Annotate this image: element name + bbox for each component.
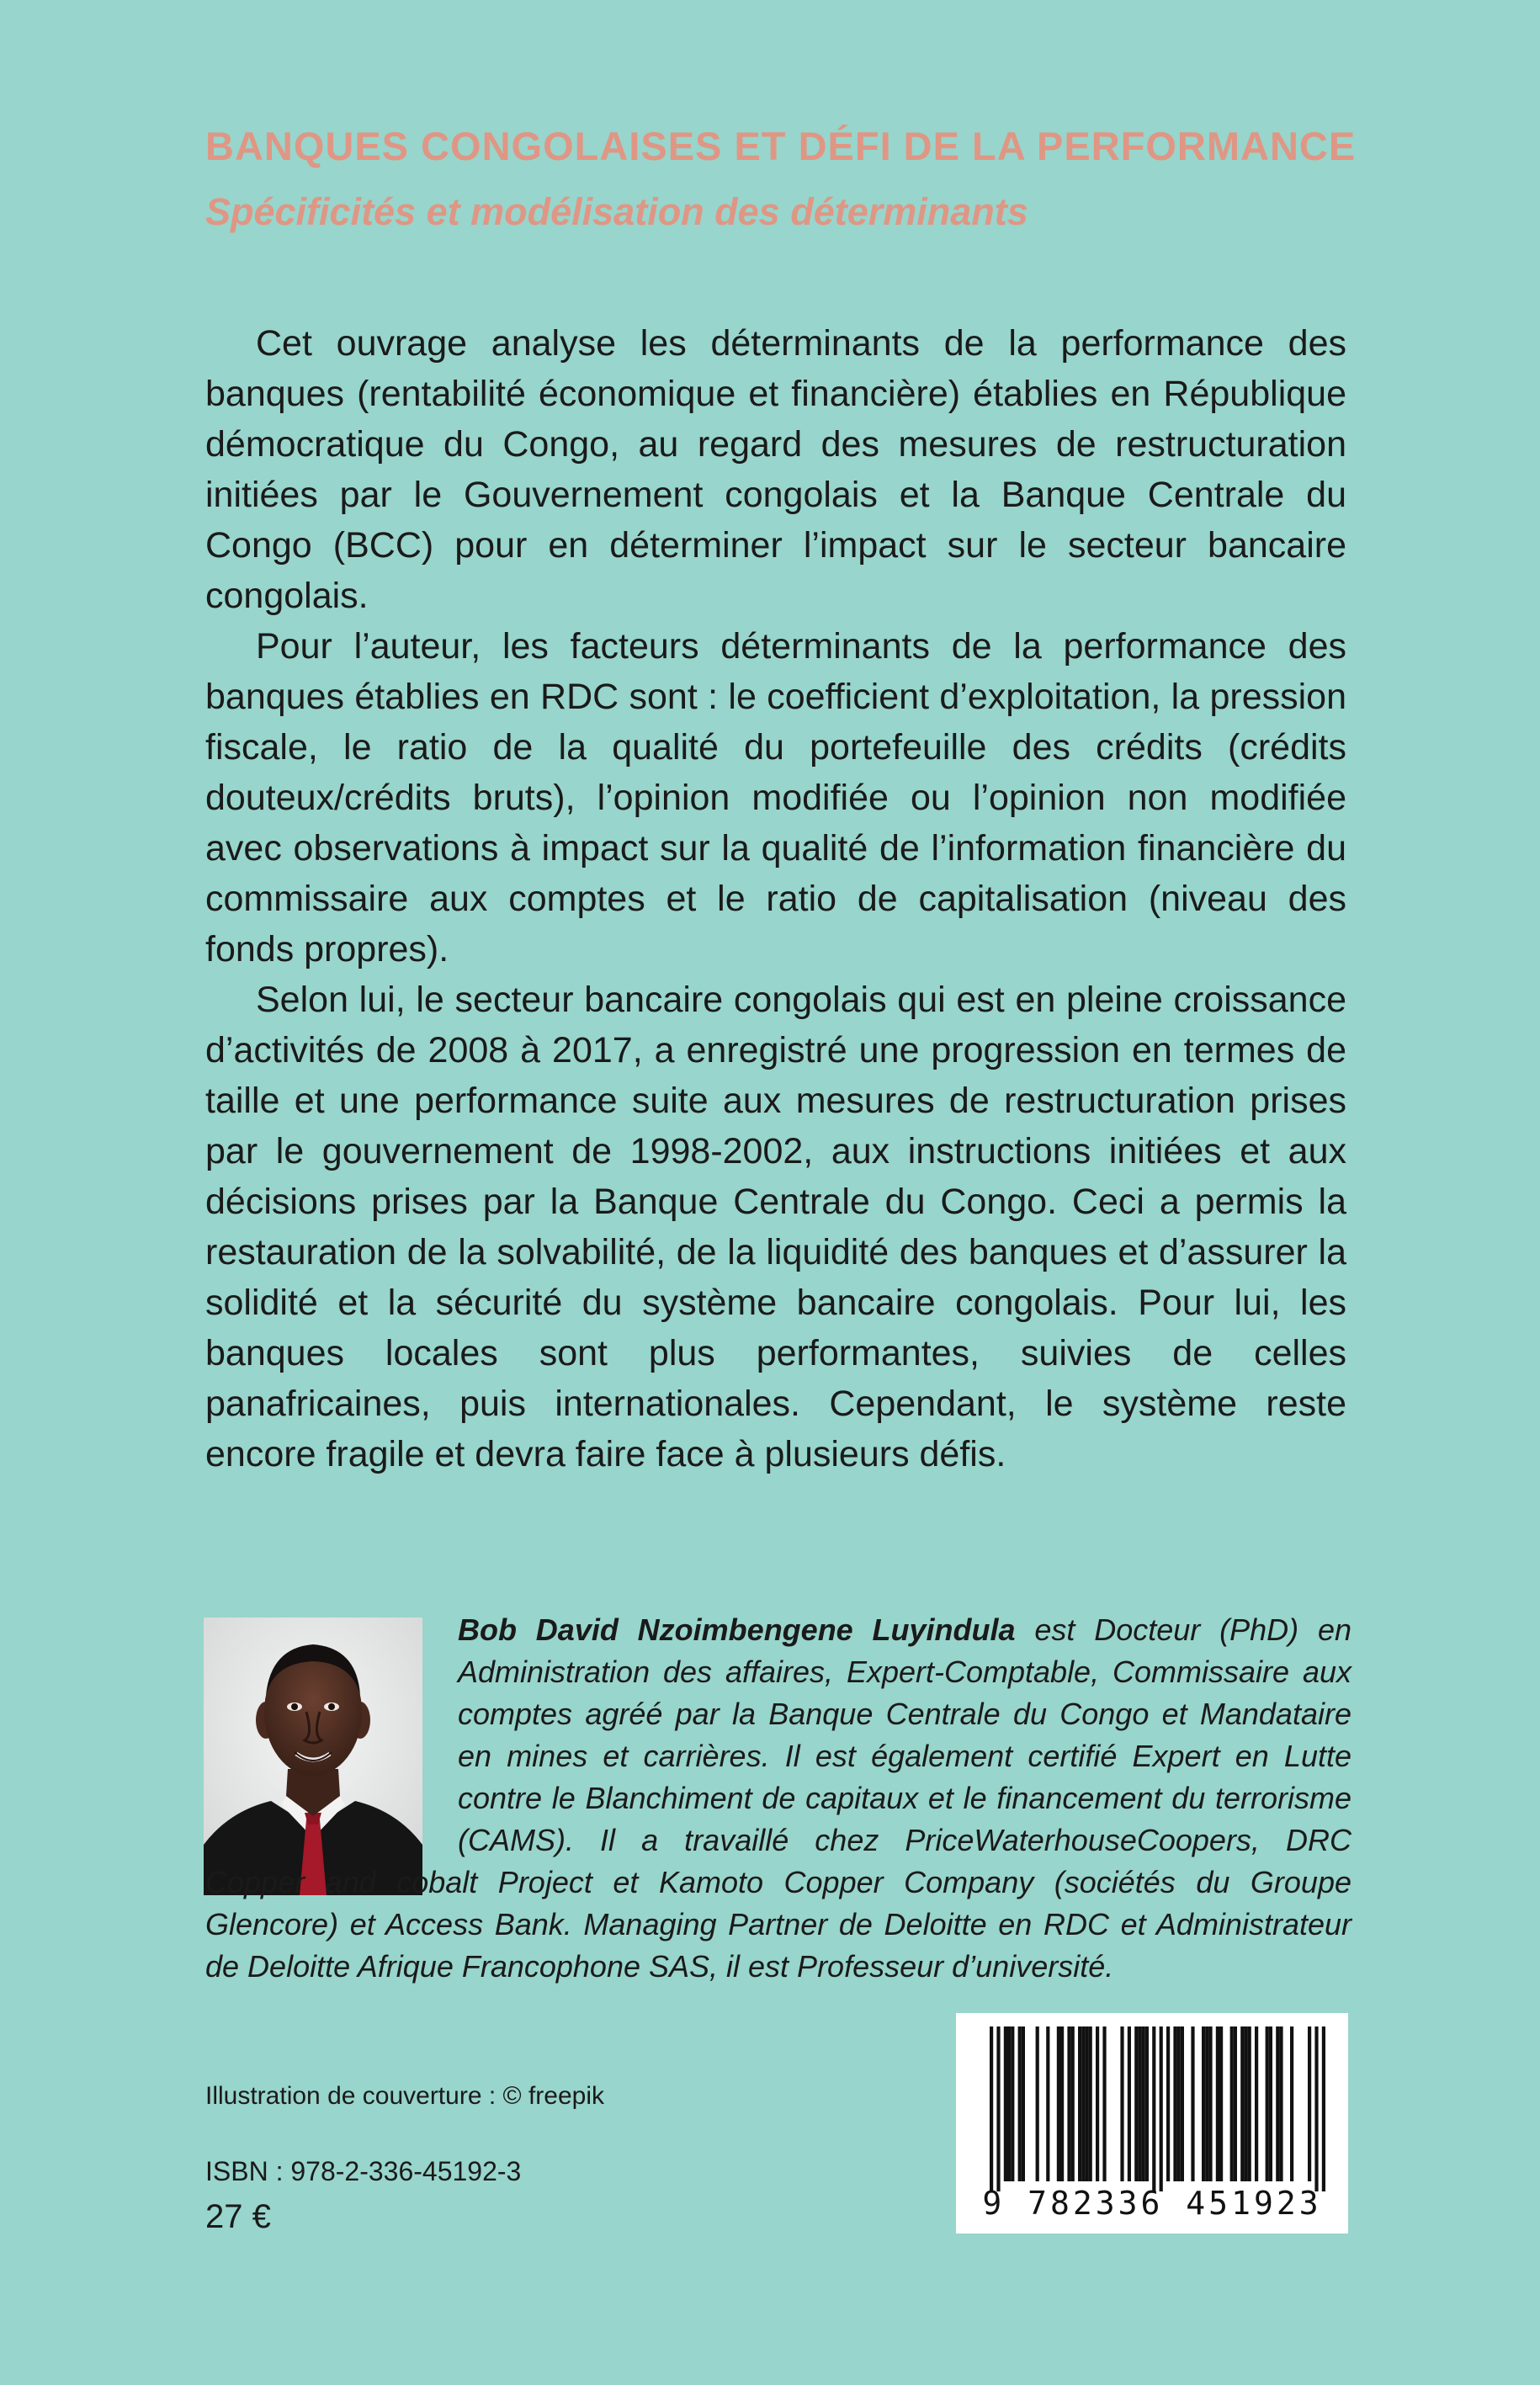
barcode bbox=[956, 2013, 1348, 2234]
book-title: BANQUES CONGOLAISES ET DÉFI DE LA PERFORMANCE bbox=[205, 124, 1357, 168]
barcode-bar bbox=[1152, 2026, 1155, 2191]
barcode-bar bbox=[1290, 2026, 1293, 2181]
barcode-bar bbox=[1046, 2026, 1049, 2181]
abstract bbox=[205, 318, 1346, 1479]
barcode-bar bbox=[1067, 2026, 1070, 2181]
barcode-bar bbox=[1022, 2026, 1025, 2181]
barcode-bar bbox=[1085, 2026, 1088, 2181]
barcode-bar bbox=[1308, 2026, 1311, 2181]
barcode-bar bbox=[1181, 2026, 1184, 2181]
barcode-bar bbox=[1089, 2026, 1092, 2181]
barcode-bar bbox=[1081, 2026, 1085, 2181]
barcode-bar bbox=[1078, 2026, 1081, 2181]
barcode-digits: 9 782336 451923 bbox=[982, 2185, 1322, 2222]
barcode-bar bbox=[1096, 2026, 1099, 2181]
barcode-bar bbox=[1145, 2026, 1149, 2181]
author-name: Bob David Nzoimbengene Luyindula bbox=[458, 1612, 1016, 1647]
barcode-bar bbox=[1314, 2026, 1318, 2191]
isbn: ISBN : 978-2-336-45192-3 bbox=[205, 2156, 522, 2186]
barcode-bar bbox=[1255, 2026, 1258, 2181]
barcode-bar bbox=[1071, 2026, 1075, 2181]
abstract-paragraph-1: Cet ouvrage analyse les déterminants de la performance des banques (rentabilité économique et financière) établies en République démocratique du Congo, au regard des mesures de restructuration initiées par le Gouvernement congolais et la Banque Centrale du Congo (BCC) pour en déterminer l’impact sur le secteur bancaire congolais. bbox=[205, 323, 1346, 616]
barcode-bar bbox=[1004, 2026, 1007, 2181]
barcode-bar bbox=[1102, 2026, 1106, 2181]
barcode-bar bbox=[1057, 2026, 1060, 2181]
barcode-bar bbox=[1208, 2026, 1212, 2181]
barcode-bar bbox=[1248, 2026, 1251, 2181]
barcode-bar bbox=[1011, 2026, 1014, 2181]
barcode-bar bbox=[1205, 2026, 1208, 2181]
book-subtitle: Spécificités et modélisation des déterminants bbox=[205, 190, 1028, 233]
barcode-bar bbox=[1173, 2026, 1176, 2181]
barcode-bar bbox=[1007, 2026, 1011, 2181]
barcode-bar bbox=[996, 2026, 1000, 2191]
barcode-bar bbox=[1322, 2026, 1325, 2191]
barcode-bar bbox=[1018, 2026, 1022, 2181]
price: 27 € bbox=[205, 2198, 271, 2235]
barcode-bar bbox=[1142, 2026, 1145, 2181]
barcode-bar bbox=[1191, 2026, 1194, 2181]
barcode-bar bbox=[1138, 2026, 1141, 2181]
barcode-bar bbox=[1202, 2026, 1205, 2181]
barcode-bar bbox=[1269, 2026, 1272, 2181]
barcode-bar bbox=[1160, 2026, 1163, 2191]
barcode-bar bbox=[1266, 2026, 1269, 2181]
barcode-bar bbox=[1230, 2026, 1234, 2181]
barcode-bar bbox=[1216, 2026, 1219, 2181]
author-bio-text: est Docteur (PhD) en Administration des affaires, Expert-Comptable, Commissaire aux comptes agréé par la Banque Centrale du Congo et Mandataire en mines et carrières. Il est également certifié Expert en Lutte contre le Blanchiment de capitaux et le financement du terrorisme (CAMS). Il a travaillé chez PriceWaterhouseCoopers, DRC Copper and cobalt Project et Kamoto Copper Company (sociétés du Groupe Glencore) et Access Bank. Managing Partner de Deloitte en RDC et Administrateur de Deloitte Afrique Francophone SAS, il est Professeur d’université. bbox=[205, 1612, 1352, 1984]
barcode-bar bbox=[1036, 2026, 1039, 2181]
barcode-bar bbox=[1276, 2026, 1279, 2181]
barcode-bar bbox=[1120, 2026, 1123, 2181]
author-bio bbox=[205, 1609, 1351, 1988]
photo-spacer bbox=[205, 1609, 458, 1862]
barcode-bar bbox=[1128, 2026, 1131, 2181]
barcode-bar bbox=[1177, 2026, 1181, 2181]
barcode-bar bbox=[1166, 2026, 1170, 2181]
barcode-bar bbox=[1240, 2026, 1244, 2181]
barcode-bar bbox=[1234, 2026, 1237, 2181]
barcode-bar bbox=[1060, 2026, 1064, 2181]
abstract-paragraph-2: Pour l’auteur, les facteurs déterminants de la performance des banques établies en RDC sont : le coefficient d’exploitation, la pression fiscale, le ratio de la qualité du portefeuille des crédits (crédits douteux/crédits bruts), l’opinion modifiée ou l’opinion non modifiée avec observations à impact sur la qualité de l’information financière du commissaire aux comptes et le ratio de capitalisation (niveau des fonds propres). bbox=[205, 626, 1346, 969]
illustration-credit: Illustration de couverture : © freepik bbox=[205, 2082, 604, 2110]
barcode-bar bbox=[1279, 2026, 1282, 2181]
barcode-bar bbox=[990, 2026, 993, 2191]
abstract-paragraph-3: Selon lui, le secteur bancaire congolais qui est en pleine croissance d’activités de 2008 à 2017, a enregistré une progression en termes de taille et une performance suite aux mesures de restructuration prises par le gouvernement de 1998-2002, aux instructions initiées et aux décisions prises par la Banque Centrale du Congo. Ceci a permis la restauration de la solvabilité, de la liquidité des banques et d’assurer la solidité et la sécurité du système bancaire congolais. Pour lui, les banques locales sont plus performantes, suivies de celles panafricaines, puis internationales. Cependant, le système reste encore fragile et devra faire face à plusieurs défis. bbox=[205, 980, 1346, 1474]
barcode-bar bbox=[1219, 2026, 1223, 2181]
barcode-bar bbox=[1244, 2026, 1247, 2181]
barcode-bar bbox=[1134, 2026, 1138, 2181]
